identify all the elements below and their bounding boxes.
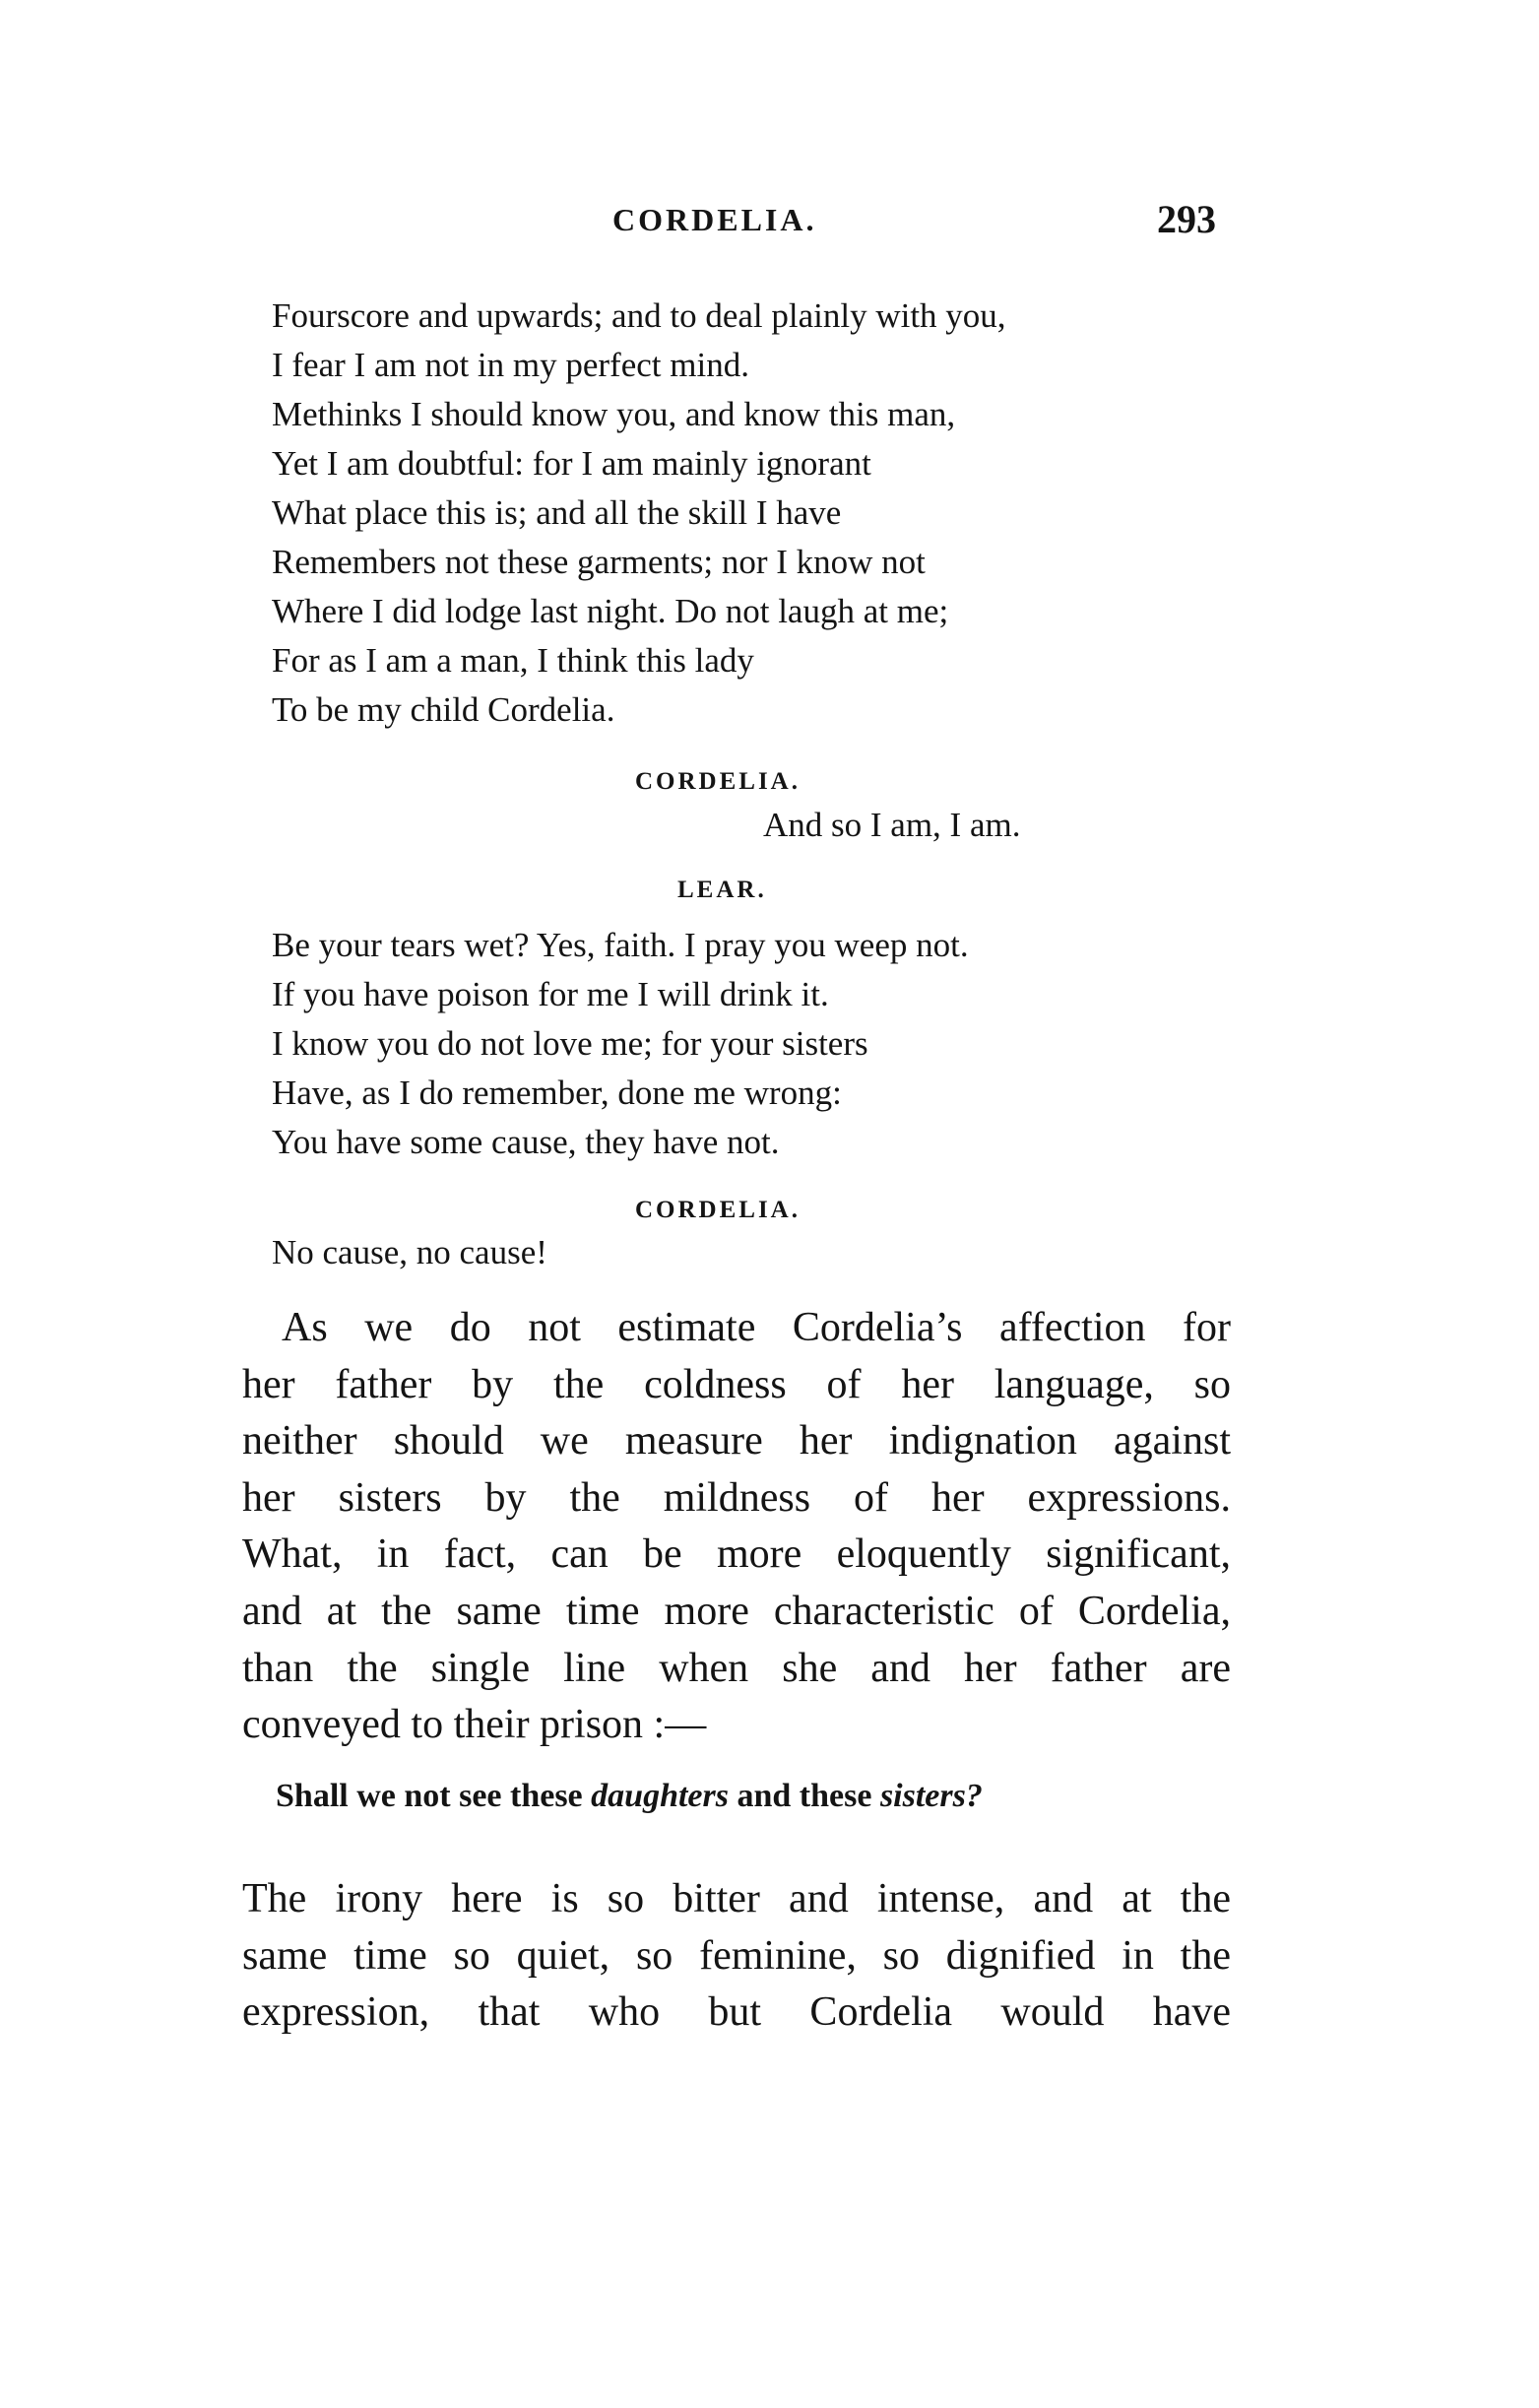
speaker-cordelia: CORDELIA. — [635, 1197, 801, 1223]
running-title: CORDELIA. — [612, 202, 817, 237]
verse-line: I fear I am not in my perfect mind. — [272, 346, 749, 384]
verse-line: Yet I am doubtful: for I am mainly ignorant — [272, 444, 871, 483]
verse-line: What place this is; and all the skill I have — [272, 493, 842, 532]
verse-line: Fourscore and upwards; and to deal plainly with you, — [272, 296, 1006, 335]
prose-line: The irony here is so bitter and intense, and at the — [242, 1876, 1231, 1921]
running-head — [0, 197, 1539, 251]
verse-line: Remembers not these garments; nor I know not — [272, 543, 926, 581]
verse-line: I know you do not love me; for your sisters — [272, 1024, 868, 1063]
verse-line: If you have poison for me I will drink it. — [272, 975, 829, 1013]
prose-line: expression, that who but Cordelia would have — [242, 1989, 1231, 2036]
verse-line: Where I did lodge last night. Do not laugh at me; — [272, 592, 949, 630]
commentary-paragraph — [242, 1300, 1231, 1754]
quote-italic-sisters: sisters — [879, 1778, 966, 1814]
verse-line: Methinks I should know you, and know this man, — [272, 395, 956, 433]
speaker-cordelia: CORDELIA. — [635, 768, 801, 795]
prose-line: What, in fact, can be more eloquently significant, — [242, 1531, 1231, 1578]
quoted-line — [276, 1778, 983, 1815]
quote-end-mark: ? — [965, 1778, 983, 1814]
quote-text: and these — [728, 1778, 880, 1814]
cordelia-reply-line: And so I am, I am. — [763, 806, 1021, 844]
prose-line: neither should we measure her indignation against — [242, 1418, 1231, 1464]
cordelia-final-line: No cause, no cause! — [272, 1233, 547, 1271]
lear-reply-verse — [272, 921, 969, 1167]
prose-line: same time so quiet, so feminine, so dignified in the — [242, 1932, 1231, 1979]
quote-text: Shall we not see these — [276, 1778, 592, 1814]
verse-line: To be my child Cordelia. — [272, 690, 615, 729]
lear-speech-verse — [272, 292, 1006, 735]
speaker-lear: LEAR. — [677, 877, 767, 903]
commentary-paragraph-continued — [242, 1871, 1231, 2042]
prose-line: her father by the coldness of her language, so — [242, 1361, 1231, 1407]
prose-line: her sisters by the mildness of her expressions. — [242, 1474, 1231, 1521]
verse-line: Have, as I do remember, done me wrong: — [272, 1074, 842, 1112]
verse-line: Be your tears wet? Yes, faith. I pray you weep not. — [272, 926, 969, 964]
prose-line: than the single line when she and her father are — [242, 1645, 1231, 1691]
quote-italic-daughters: daughters — [591, 1778, 729, 1814]
prose-line: and at the same time more characteristic of Cordelia, — [242, 1588, 1231, 1634]
prose-line: conveyed to their prison :— — [242, 1702, 707, 1748]
verse-line: You have some cause, they have not. — [272, 1123, 780, 1161]
prose-line: As we do not estimate Cordelia’s affection for — [282, 1305, 1231, 1350]
page-number: 293 — [1157, 197, 1216, 241]
verse-line: For as I am a man, I think this lady — [272, 641, 754, 680]
